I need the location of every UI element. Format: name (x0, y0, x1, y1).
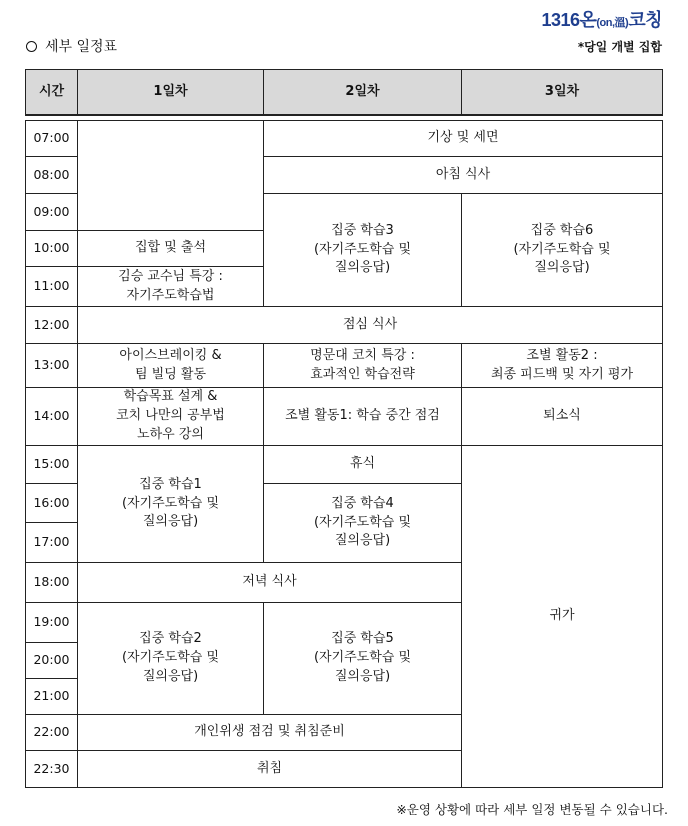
day1-gather-cell: 집합 및 출석 (78, 231, 264, 267)
day2-group1-cell: 조별 활동1: 학습 중간 점검 (264, 388, 462, 446)
column-header-day2: 2일차 (264, 70, 462, 116)
day1-icebreak-cell: 아이스브레이킹 & 팀 빌딩 활동 (78, 344, 264, 388)
day1-lecture-cell: 김승 교수님 특강 : 자기주도학습법 (78, 267, 264, 307)
time-cell: 11:00 (26, 267, 78, 307)
time-cell: 21:00 (26, 679, 78, 715)
day3-home-cell: 귀가 (462, 446, 663, 788)
day3-group2-cell: 조별 활동2 : 최종 피드백 및 자기 평가 (462, 344, 663, 388)
time-cell: 22:00 (26, 715, 78, 751)
day1-study1-cell: 집중 학습1 (자기주도학습 및 질의응답) (78, 446, 264, 563)
time-cell: 20:00 (26, 643, 78, 679)
section-title: 세부 일정표 (26, 36, 117, 56)
time-cell: 09:00 (26, 194, 78, 231)
time-cell: 19:00 (26, 603, 78, 643)
day2-study5-cell: 집중 학습5 (자기주도학습 및 질의응답) (264, 603, 462, 715)
day2-rest-cell: 휴식 (264, 446, 462, 484)
day3-study6-cell: 집중 학습6 (자기주도학습 및 질의응답) (462, 194, 663, 307)
time-cell: 16:00 (26, 484, 78, 523)
program-logo: 1316온(on,溫)코칭 (541, 10, 662, 30)
dinner-cell: 저녁 식사 (78, 563, 462, 603)
time-cell: 22:30 (26, 751, 78, 788)
day1-study2-cell: 집중 학습2 (자기주도학습 및 질의응답) (78, 603, 264, 715)
time-cell: 14:00 (26, 388, 78, 446)
day1-goal-cell: 학습목표 설계 & 코치 나만의 공부법 노하우 강의 (78, 388, 264, 446)
day2-study4-cell: 집중 학습4 (자기주도학습 및 질의응답) (264, 484, 462, 563)
column-header-time: 시간 (26, 70, 78, 116)
day2-coach-cell: 명문대 코치 특강 : 효과적인 학습전략 (264, 344, 462, 388)
time-cell: 10:00 (26, 231, 78, 267)
time-cell: 13:00 (26, 344, 78, 388)
time-cell: 08:00 (26, 157, 78, 194)
column-header-day1: 1일차 (78, 70, 264, 116)
time-cell: 07:00 (26, 121, 78, 157)
lunch-cell: 점심 식사 (78, 307, 663, 344)
time-cell: 15:00 (26, 446, 78, 484)
day1-empty-cell (78, 121, 264, 231)
footer-note: ※운영 상황에 따라 세부 일정 변동될 수 있습니다. (396, 802, 668, 817)
circle-bullet-icon (26, 41, 37, 52)
time-cell: 18:00 (26, 563, 78, 603)
wake-cell: 기상 및 세면 (264, 121, 663, 157)
column-header-day3: 3일차 (462, 70, 663, 116)
day2-study3-cell: 집중 학습3 (자기주도학습 및 질의응답) (264, 194, 462, 307)
gathering-note: *당일 개별 집합 (577, 40, 662, 54)
time-cell: 12:00 (26, 307, 78, 344)
schedule-table (25, 69, 663, 788)
day3-checkout-cell: 퇴소식 (462, 388, 663, 446)
sleep-cell: 취침 (78, 751, 462, 788)
time-cell: 17:00 (26, 523, 78, 563)
breakfast-cell: 아침 식사 (264, 157, 663, 194)
hygiene-cell: 개인위생 점검 및 취침준비 (78, 715, 462, 751)
